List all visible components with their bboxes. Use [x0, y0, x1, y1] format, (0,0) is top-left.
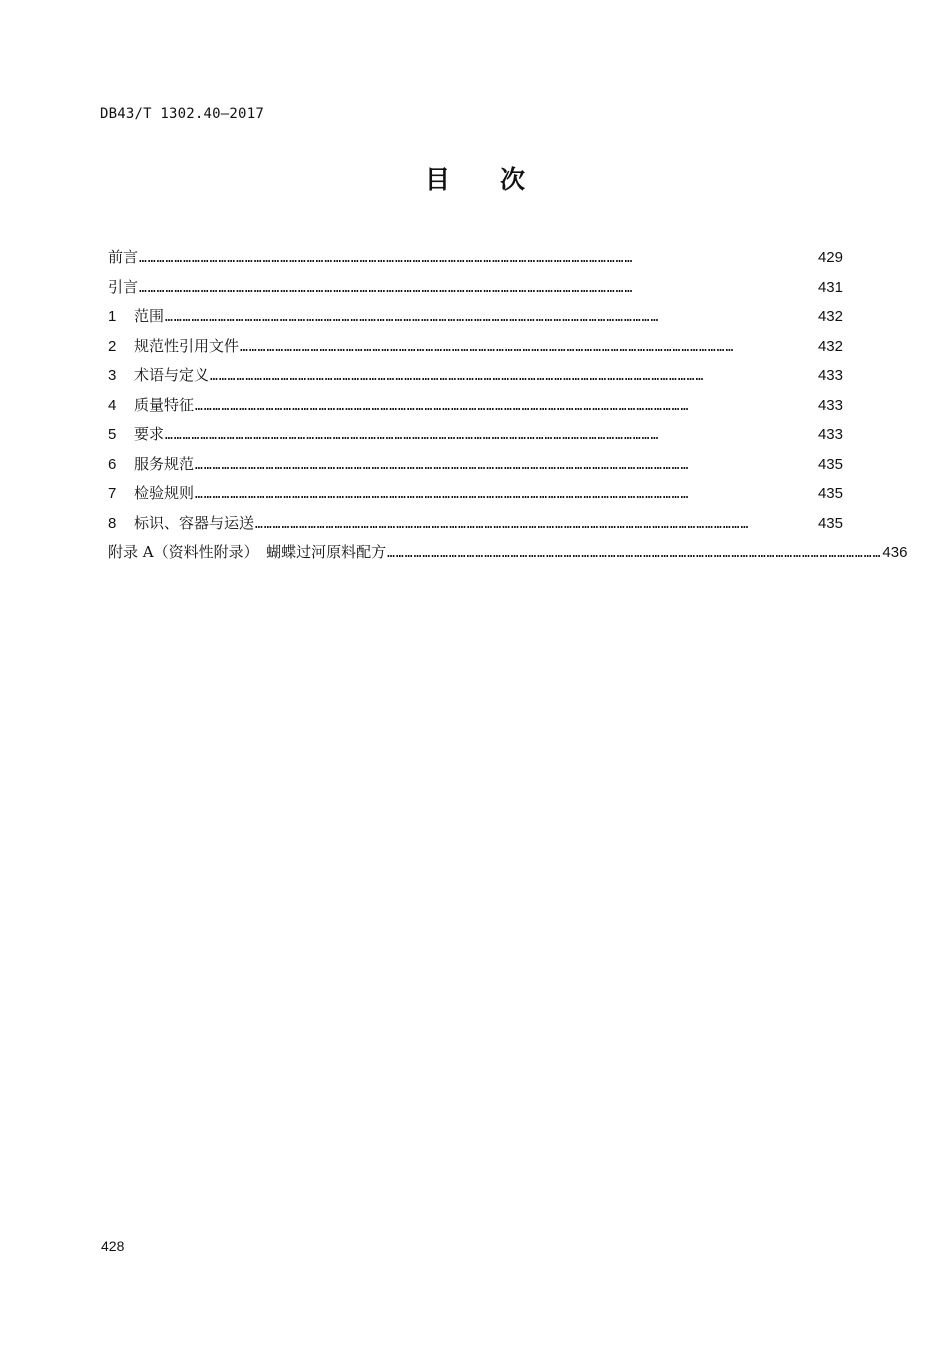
- toc-dot-leader: ……………………………………………………………………………………………………………………………………………………: [195, 398, 690, 414]
- toc-dot-leader: ……………………………………………………………………………………………………………………………………………………: [139, 251, 634, 266]
- page-number: 428: [101, 1238, 125, 1254]
- toc-entry-quality-characteristics[interactable]: [108, 394, 843, 424]
- toc-entry-foreword[interactable]: [108, 246, 843, 276]
- toc-entry-inspection-rules[interactable]: [108, 482, 843, 512]
- toc-entry-page: 436: [882, 544, 908, 561]
- toc-entry-number: 1: [108, 308, 117, 325]
- toc-entry-number: 6: [108, 455, 117, 473]
- toc-entry-label: 引言: [108, 277, 139, 296]
- toc-entry-page: 433: [817, 367, 843, 384]
- toc-entry-service-specification[interactable]: [108, 453, 843, 483]
- toc-title-second-char: 次: [500, 165, 526, 194]
- toc-dot-leader: ……………………………………………………………………………………………………………………………………………………: [165, 428, 660, 443]
- toc-entry-terms-definitions[interactable]: [108, 364, 843, 394]
- toc-entry-page: 431: [817, 278, 843, 296]
- toc-entry-page: 432: [817, 337, 843, 355]
- toc-dot-leader: ……………………………………………………………………………………………………………………………………………………: [387, 546, 882, 561]
- toc-entry-requirements[interactable]: [108, 423, 843, 453]
- toc-dot-leader: ……………………………………………………………………………………………………………………………………………………: [240, 339, 735, 355]
- toc-entry-label: 质量特征: [134, 395, 195, 414]
- toc-entry-label: 前言: [108, 248, 139, 266]
- toc-dot-leader: ……………………………………………………………………………………………………………………………………………………: [195, 457, 690, 473]
- toc-entry-number: 7: [108, 485, 117, 502]
- toc-entry-number: 8: [108, 514, 117, 532]
- toc-entry-number: 4: [108, 396, 117, 414]
- toc-title-first-char: 目: [424, 165, 450, 194]
- toc-entry-label: 服务规范: [134, 454, 195, 473]
- toc-entry-label: 规范性引用文件: [134, 336, 240, 355]
- toc-dot-leader: ……………………………………………………………………………………………………………………………………………………: [139, 280, 634, 296]
- toc-entry-appendix-a[interactable]: [108, 541, 908, 571]
- toc-entry-scope[interactable]: [108, 305, 843, 335]
- toc-list: [108, 246, 908, 571]
- toc-entry-number: 3: [108, 367, 117, 384]
- toc-entry-page: 435: [817, 514, 843, 532]
- document-id: DB43/T 1302.40—2017: [100, 106, 264, 122]
- toc-entry-page: 432: [817, 308, 843, 325]
- toc-entry-page: 435: [817, 455, 843, 473]
- toc-entry-page: 433: [817, 396, 843, 414]
- toc-entry-label: 标识、容器与运送: [134, 513, 255, 532]
- toc-entry-normative-references[interactable]: [108, 335, 843, 365]
- toc-entry-page: 435: [817, 485, 843, 502]
- toc-entry-page: 429: [817, 249, 843, 266]
- toc-entry-label: 要求: [134, 425, 165, 443]
- toc-entry-page: 433: [817, 426, 843, 443]
- toc-dot-leader: ……………………………………………………………………………………………………………………………………………………: [195, 487, 690, 502]
- toc-entry-number: 2: [108, 337, 117, 355]
- toc-entry-label: 检验规则: [134, 484, 195, 502]
- toc-dot-leader: ……………………………………………………………………………………………………………………………………………………: [255, 516, 750, 532]
- toc-entry-introduction[interactable]: [108, 276, 843, 306]
- toc-dot-leader: ……………………………………………………………………………………………………………………………………………………: [210, 369, 705, 384]
- toc-dot-leader: ……………………………………………………………………………………………………………………………………………………: [165, 310, 660, 325]
- toc-entry-label: 范围: [134, 307, 165, 325]
- toc-entry-label: 术语与定义: [134, 366, 210, 384]
- toc-entry-labeling-containers-transport[interactable]: [108, 512, 843, 542]
- toc-title: [0, 160, 950, 196]
- toc-entry-number: 5: [108, 426, 117, 443]
- toc-entry-label: 附录 A（资料性附录） 蝴蝶过河原料配方: [108, 543, 387, 561]
